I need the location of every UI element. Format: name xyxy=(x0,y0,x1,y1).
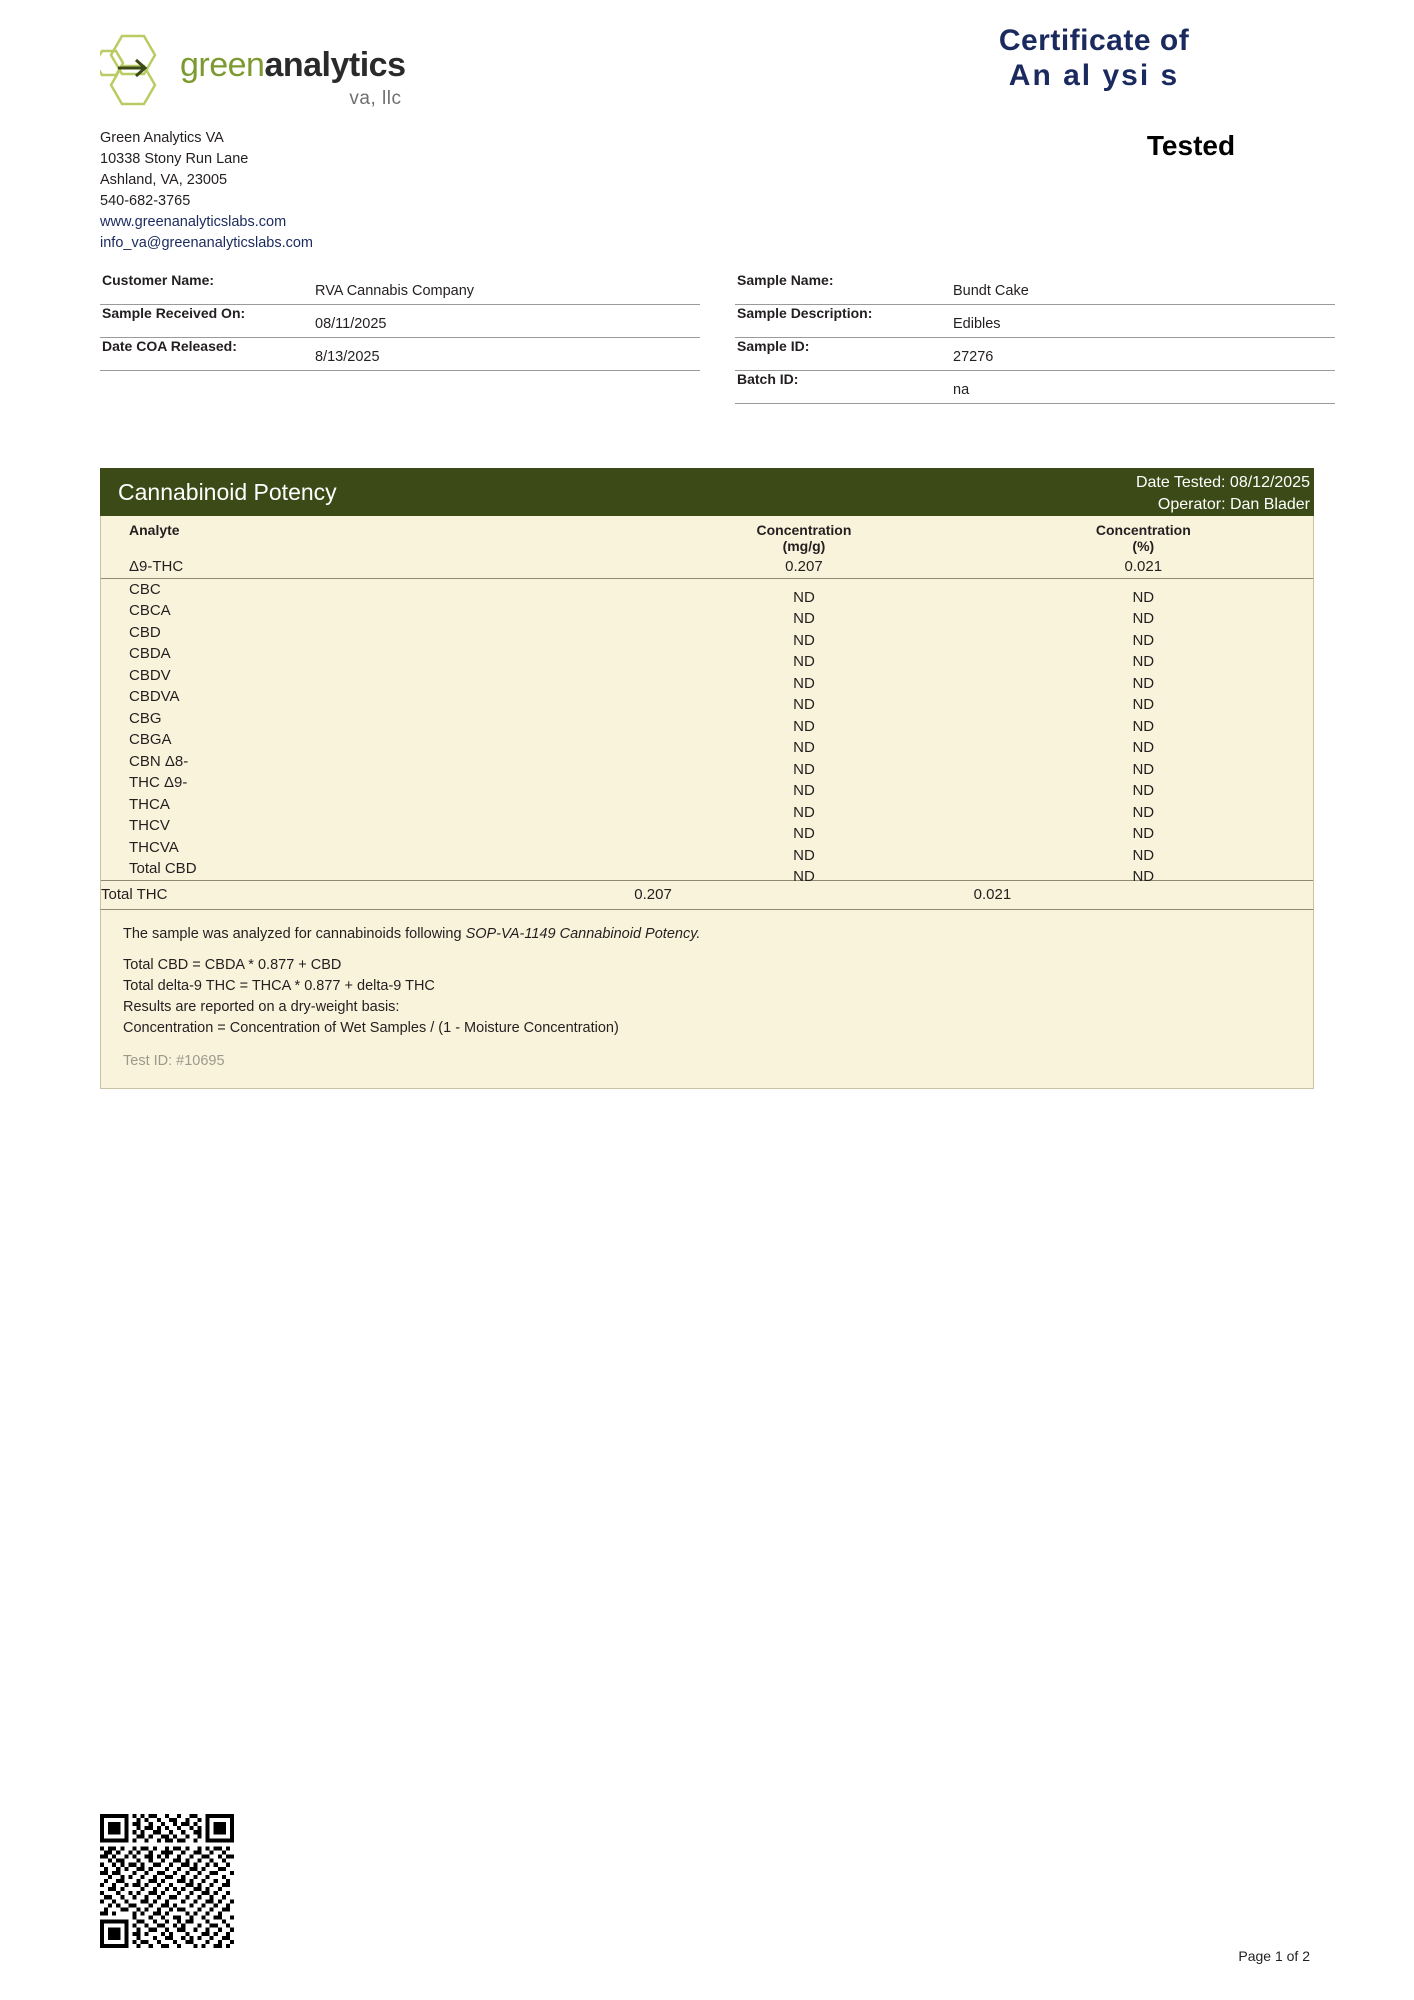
lab-phone: 540-682-3765 xyxy=(100,193,191,209)
notes-concentration-formula: Concentration = Concentration of Wet Samples / (1 - Moisture Concentration) xyxy=(123,1019,619,1036)
page-number: Page 1 of 2 xyxy=(1238,1948,1310,1964)
analyte-name: CBGA xyxy=(129,731,172,748)
analyte-name: CBC xyxy=(101,578,634,600)
table-header-row xyxy=(101,516,1313,556)
col-header-analyte: Analyte xyxy=(129,522,180,538)
panel-body xyxy=(100,516,1314,909)
analyte-mgg: ND xyxy=(793,868,815,885)
meta-value: 27276 xyxy=(953,349,994,365)
analyte-name: Total CBD xyxy=(129,860,197,877)
analyte-name: CBN Δ8- xyxy=(129,752,189,770)
analyte-pct: ND xyxy=(1132,846,1155,864)
analyte-name: CBG xyxy=(129,709,162,727)
analyte-mgg: ND xyxy=(793,631,815,649)
col-header-line1: Concentration xyxy=(756,522,852,538)
analyte-mgg: ND xyxy=(793,696,815,713)
date-tested: Date Tested: 08/12/2025 xyxy=(1135,474,1310,491)
analyte-mgg: 0.207 xyxy=(785,558,823,575)
analyte-pct: ND xyxy=(1132,825,1155,842)
meta-label: Customer Name: xyxy=(102,272,215,288)
company-logo xyxy=(100,32,406,110)
method-notes xyxy=(100,909,1314,1089)
lab-address-1: 10338 Stony Run Lane xyxy=(100,151,249,167)
meta-value: 8/13/2025 xyxy=(315,349,380,365)
lab-address-2: Ashland, VA, 23005 xyxy=(100,172,228,188)
document-header xyxy=(100,24,1314,144)
analyte-mgg: ND xyxy=(793,717,815,735)
table-row xyxy=(101,578,1313,600)
certificate-title-line1: Certificate of xyxy=(998,24,1190,57)
certificate-title xyxy=(884,24,1304,93)
analyte-pct: 0.021 xyxy=(1124,558,1163,575)
meta-row-batch-id xyxy=(735,371,1335,404)
notes-spacer xyxy=(123,945,1291,955)
analyte-pct: ND xyxy=(1132,610,1155,627)
analyte-name: CBDA xyxy=(129,645,171,662)
analyte-pct: ND xyxy=(1132,631,1155,649)
analyte-pct: ND xyxy=(1132,653,1155,670)
meta-label: Sample Name: xyxy=(737,272,834,288)
logo-subtitle: va, llc xyxy=(349,88,402,109)
analyte-mgg: ND xyxy=(793,610,815,627)
analyte-pct: ND xyxy=(1132,868,1155,885)
notes-total-thc-formula: Total delta-9 THC = THCA * 0.877 + delta-9 THC xyxy=(123,977,435,994)
analyte-name: Δ9-THC xyxy=(129,558,184,575)
logo-word-analytics: analytics xyxy=(264,46,406,84)
analyte-name: THC Δ9- xyxy=(129,774,188,791)
col-header-line1: Concentration xyxy=(1095,522,1191,538)
meta-label: Sample Description: xyxy=(737,305,873,321)
meta-row-sample-received-on xyxy=(100,305,700,338)
lab-email[interactable]: info_va@greenanalyticslabs.com xyxy=(100,235,313,251)
qr-code[interactable] xyxy=(100,1814,234,1948)
total-label: Total THC xyxy=(101,880,634,909)
analyte-mgg: ND xyxy=(793,825,815,842)
analyte-name: CBD xyxy=(129,623,161,641)
analyte-name: CBDV xyxy=(129,666,171,684)
meta-value: na xyxy=(953,382,970,398)
analyte-pct: ND xyxy=(1132,696,1155,713)
certificate-title-line2: An al ysi s xyxy=(1008,58,1180,92)
operator: Operator: Dan Blader xyxy=(1157,496,1310,513)
meta-row-sample-name xyxy=(735,272,1335,305)
analyte-mgg: ND xyxy=(793,760,815,778)
col-header-concentration-mgg xyxy=(634,516,973,556)
meta-value: RVA Cannabis Company xyxy=(315,283,475,299)
notes-method-prefix: The sample was analyzed for cannabinoids following xyxy=(123,925,466,942)
analyte-mgg: ND xyxy=(793,739,815,756)
meta-label: Sample ID: xyxy=(737,338,810,354)
cannabinoid-potency-panel xyxy=(100,468,1314,1089)
meta-row-customer-name xyxy=(100,272,700,305)
analyte-pct: ND xyxy=(1132,803,1155,821)
analyte-pct: ND xyxy=(1132,782,1155,799)
meta-column-left xyxy=(100,272,700,371)
results-table xyxy=(101,516,1313,909)
lab-website[interactable]: www.greenanalyticslabs.com xyxy=(100,214,287,230)
col-header-line2: (mg/g) xyxy=(782,538,826,554)
analyte-pct: ND xyxy=(1132,760,1155,778)
panel-title: Cannabinoid Potency xyxy=(118,479,337,505)
analyte-pct: ND xyxy=(974,586,1313,608)
col-header-concentration-pct xyxy=(974,516,1313,556)
analyte-mgg: ND xyxy=(634,586,973,608)
meta-value: Bundt Cake xyxy=(953,283,1029,299)
meta-value: Edibles xyxy=(953,316,1001,332)
lab-contact-info xyxy=(100,128,313,254)
meta-label: Sample Received On: xyxy=(102,305,246,321)
analyte-mgg: ND xyxy=(793,782,815,799)
panel-header-meta xyxy=(1136,472,1310,516)
logo-word-green: green xyxy=(180,46,265,84)
analyte-mgg: ND xyxy=(793,846,815,864)
meta-label: Batch ID: xyxy=(737,371,799,387)
analyte-name: CBCA xyxy=(129,602,171,619)
total-pct: 0.021 xyxy=(974,880,1313,909)
notes-total-cbd-formula: Total CBD = CBDA * 0.877 + CBD xyxy=(123,956,342,973)
hexagon-arrow-icon xyxy=(100,32,172,108)
panel-header xyxy=(100,468,1314,516)
analyte-name: THCA xyxy=(129,795,170,813)
analyte-name: CBDVA xyxy=(129,688,180,705)
meta-row-date-coa-released xyxy=(100,338,700,371)
analyte-pct: ND xyxy=(1132,739,1155,756)
notes-method-sop: SOP-VA-1149 Cannabinoid Potency. xyxy=(465,925,701,942)
analyte-mgg: ND xyxy=(793,803,815,821)
results-table-body xyxy=(101,556,1313,909)
test-id: Test ID: #10695 xyxy=(123,1052,225,1069)
total-mgg: 0.207 xyxy=(634,880,973,909)
analyte-name: THCV xyxy=(129,817,170,834)
meta-row-sample-id xyxy=(735,338,1335,371)
meta-row-sample-description xyxy=(735,305,1335,338)
analyte-pct: ND xyxy=(1132,717,1155,735)
meta-value: 08/11/2025 xyxy=(315,316,387,332)
col-header-line2: (%) xyxy=(1132,538,1155,554)
analyte-name: THCVA xyxy=(129,838,179,856)
notes-dry-weight-basis: Results are reported on a dry-weight basis: xyxy=(123,998,400,1015)
meta-label: Date COA Released: xyxy=(102,338,237,354)
notes-method-line xyxy=(123,924,1291,945)
analyte-pct: ND xyxy=(1132,674,1155,692)
lab-name: Green Analytics VA xyxy=(100,130,224,146)
table-row xyxy=(101,556,1313,578)
status-badge: Tested xyxy=(1146,130,1236,161)
meta-column-right xyxy=(735,272,1335,404)
analyte-mgg: ND xyxy=(793,674,815,692)
sample-meta xyxy=(100,272,1314,398)
analyte-mgg: ND xyxy=(793,653,815,670)
